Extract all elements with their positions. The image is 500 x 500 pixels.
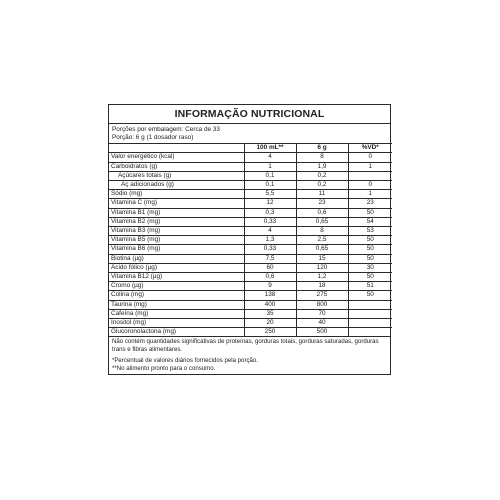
nutrient-name: Sódio (mg): [109, 190, 244, 199]
serving-info: [109, 124, 390, 143]
value-daily-percent: 54: [348, 217, 392, 226]
nutrient-name: Valor energético (kcal): [109, 153, 244, 162]
nutrient-name: Açúcares totais (g): [109, 171, 244, 180]
value-daily-percent: 53: [348, 227, 392, 236]
value-per-portion: 0,65: [296, 217, 348, 226]
value-per-portion: 40: [296, 319, 348, 328]
value-per-100ml: 7,5: [244, 254, 296, 263]
value-per-portion: 15: [296, 254, 348, 263]
value-daily-percent: 30: [348, 263, 392, 272]
value-per-100ml: 0,33: [244, 245, 296, 254]
nutrient-name: Vitamina B6 (mg): [109, 245, 244, 254]
value-daily-percent: 50: [348, 291, 392, 300]
serving-size: Porção: 6 g (1 dosador raso): [112, 133, 194, 141]
value-daily-percent: 50: [348, 245, 392, 254]
value-per-portion: 500: [296, 328, 348, 337]
label-title: INFORMAÇÃO NUTRICIONAL: [109, 105, 390, 124]
table-row: [109, 319, 392, 328]
value-daily-percent: 50: [348, 254, 392, 263]
nutrient-name: Vitamina B12 (µg): [109, 273, 244, 282]
nutrition-facts-label: [108, 104, 391, 375]
value-per-portion: 70: [296, 309, 348, 318]
value-daily-percent: 0: [348, 181, 392, 190]
nutrient-name: Vitamina B5 (mg): [109, 236, 244, 245]
nutrient-name: Glucoronolactona (mg): [109, 328, 244, 337]
nutrient-name: Aç adicionados (g): [109, 181, 244, 190]
value-daily-percent: 23: [348, 199, 392, 208]
value-per-100ml: 250: [244, 328, 296, 337]
table-row: [109, 282, 392, 291]
value-per-100ml: 35: [244, 309, 296, 318]
nutrient-name: Cromo (µg): [109, 282, 244, 291]
nutrient-name: Vitamina B2 (mg): [109, 217, 244, 226]
value-per-100ml: 138: [244, 291, 296, 300]
value-per-portion: 800: [296, 300, 348, 309]
table-row: [109, 273, 392, 282]
nutrient-name: Carboidratos (g): [109, 162, 244, 171]
table-header-row: [109, 144, 392, 153]
column-header-portion: 6 g: [296, 144, 348, 153]
value-per-100ml: 4: [244, 227, 296, 236]
value-per-100ml: 12: [244, 199, 296, 208]
nutrient-name: Taurina (mg): [109, 300, 244, 309]
value-per-100ml: 1: [244, 162, 296, 171]
value-per-100ml: 0,1: [244, 181, 296, 190]
column-header-nutrient: [109, 144, 244, 153]
value-per-portion: 0,2: [296, 171, 348, 180]
table-row: [109, 291, 392, 300]
table-row: [109, 153, 392, 162]
footnote-not-significant: Não contém quantidades significativas de proteínas, gorduras totais, gorduras saturadas, gorduras trans e fibras alimentares.: [112, 338, 379, 353]
value-per-100ml: 0,3: [244, 208, 296, 217]
nutrient-name: Biotina (µg): [109, 254, 244, 263]
nutrient-name: Inositol (mg): [109, 319, 244, 328]
column-header-vd: %VD*: [348, 144, 392, 153]
value-per-100ml: 9: [244, 282, 296, 291]
value-daily-percent: [348, 309, 392, 318]
table-row: [109, 328, 392, 337]
value-per-100ml: 0,6: [244, 273, 296, 282]
value-per-100ml: 400: [244, 300, 296, 309]
value-per-100ml: 20: [244, 319, 296, 328]
value-daily-percent: 0: [348, 153, 392, 162]
footnote-vd: *Percentual de valores diários fornecidos pela porção.: [112, 357, 258, 365]
table-row: [109, 254, 392, 263]
value-daily-percent: [348, 319, 392, 328]
table-row: [109, 227, 392, 236]
value-per-portion: 0,2: [296, 181, 348, 190]
value-per-100ml: 0,1: [244, 171, 296, 180]
column-header-per-100ml: 100 mL**: [244, 144, 296, 153]
value-daily-percent: 1: [348, 190, 392, 199]
value-per-portion: 18: [296, 282, 348, 291]
table-row: [109, 263, 392, 272]
value-per-portion: 23: [296, 199, 348, 208]
table-row: [109, 300, 392, 309]
value-per-portion: 275: [296, 291, 348, 300]
value-per-portion: 2,5: [296, 236, 348, 245]
value-per-portion: 1,2: [296, 273, 348, 282]
value-per-portion: 8: [296, 227, 348, 236]
value-daily-percent: [348, 328, 392, 337]
value-per-100ml: 60: [244, 263, 296, 272]
value-daily-percent: 50: [348, 208, 392, 217]
value-per-100ml: 1,3: [244, 236, 296, 245]
nutrient-name: Vitamina C (mg): [109, 199, 244, 208]
table-row: [109, 217, 392, 226]
value-per-100ml: 0,33: [244, 217, 296, 226]
value-daily-percent: 50: [348, 236, 392, 245]
nutrient-name: Ácido fólico (µg): [109, 263, 244, 272]
value-per-portion: 1,9: [296, 162, 348, 171]
value-daily-percent: [348, 171, 392, 180]
table-row: [109, 245, 392, 254]
nutrition-table: [109, 143, 392, 336]
table-row: [109, 236, 392, 245]
nutrient-name: Vitamina B1 (mg): [109, 208, 244, 217]
value-per-portion: 8: [296, 153, 348, 162]
table-row: [109, 162, 392, 171]
nutrient-name: Cafeína (mg): [109, 309, 244, 318]
value-per-100ml: 4: [244, 153, 296, 162]
value-daily-percent: 1: [348, 162, 392, 171]
value-per-portion: 11: [296, 190, 348, 199]
table-row: [109, 181, 392, 190]
nutrient-rows: [109, 153, 392, 337]
footnote-ready: **No alimento pronto para o consumo.: [112, 364, 216, 372]
table-row: [109, 309, 392, 318]
table-row: [109, 190, 392, 199]
table-row: [109, 171, 392, 180]
table-row: [109, 208, 392, 217]
value-daily-percent: 50: [348, 273, 392, 282]
nutrient-name: Vitamina B3 (mg): [109, 227, 244, 236]
value-per-portion: 0,6: [296, 208, 348, 217]
value-per-100ml: 5,5: [244, 190, 296, 199]
value-per-portion: 120: [296, 263, 348, 272]
nutrient-name: Colina (mg): [109, 291, 244, 300]
value-daily-percent: 51: [348, 282, 392, 291]
value-per-portion: 0,65: [296, 245, 348, 254]
footnotes: [109, 336, 390, 374]
table-row: [109, 199, 392, 208]
servings-per-package: Porções por embalagem: Cerca de 33: [112, 126, 220, 133]
value-daily-percent: [348, 300, 392, 309]
